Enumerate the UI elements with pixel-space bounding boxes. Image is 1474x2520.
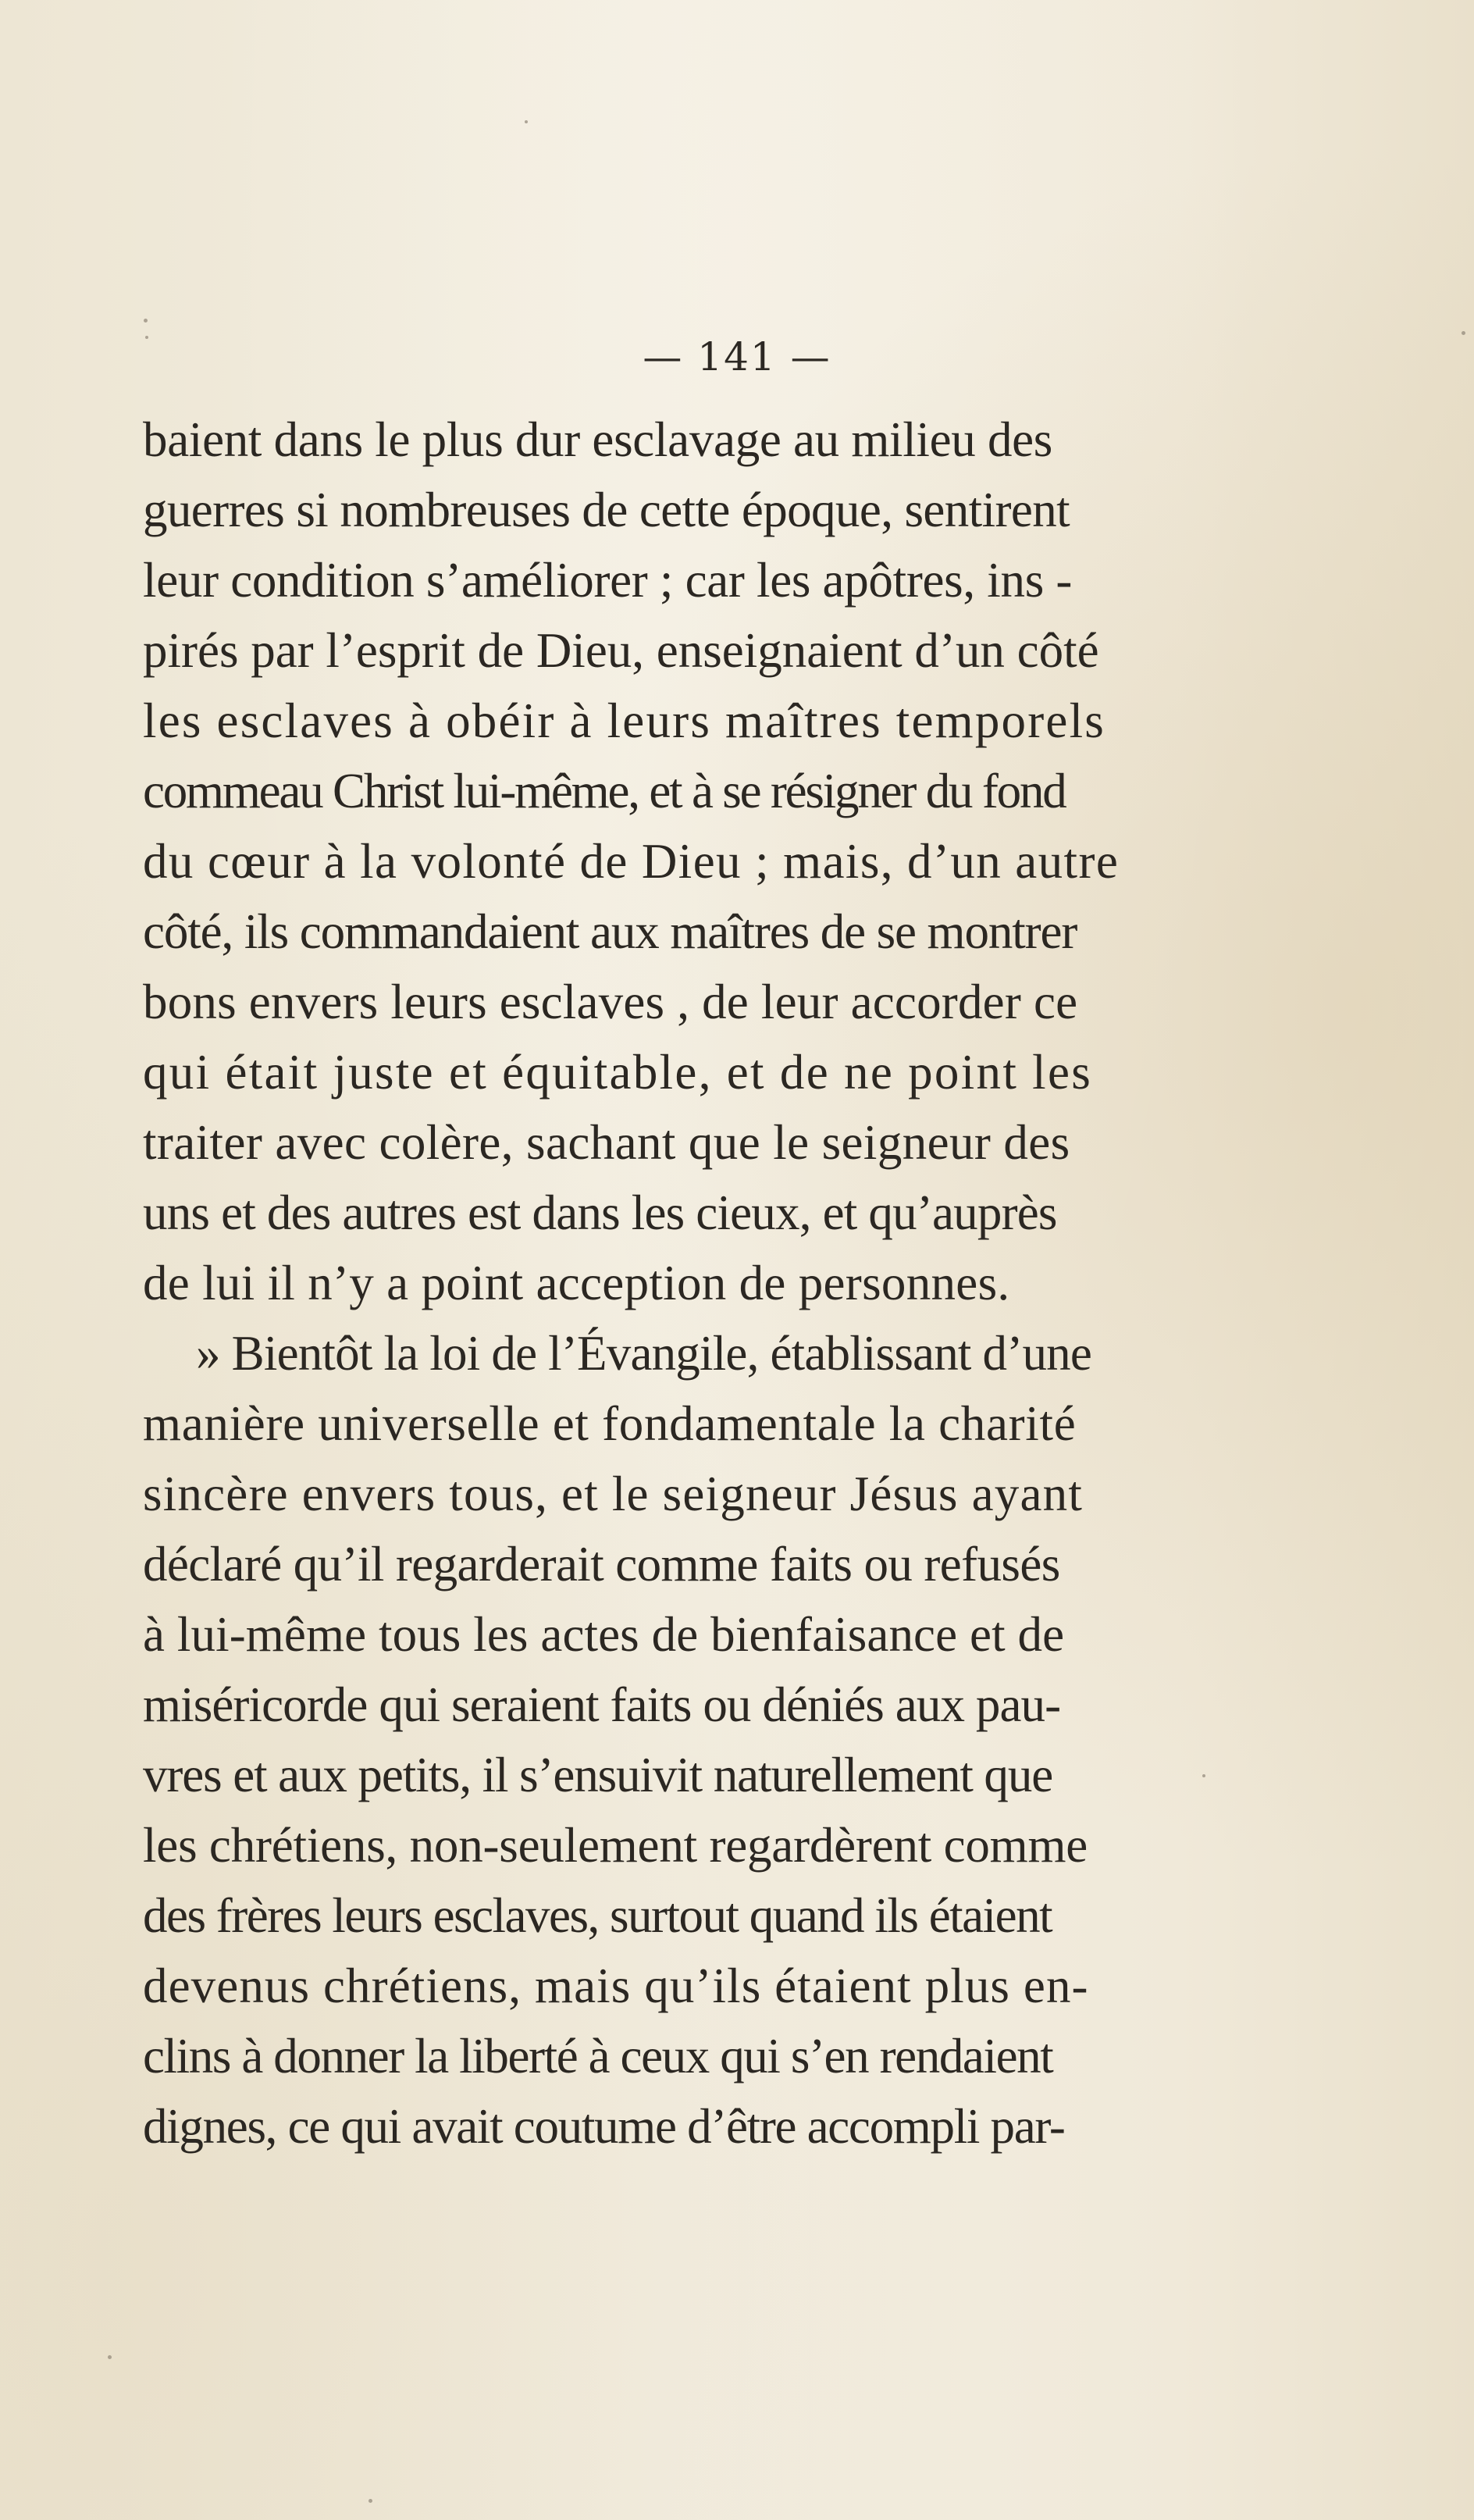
- text-line: commeau Christ lui-même, et à se résigner du fond: [143, 764, 1066, 818]
- page-number: — 141 —: [643, 334, 831, 380]
- text-line: des frères leurs esclaves, surtout quand ils étaient: [143, 1888, 1052, 1943]
- paper-speck: [525, 120, 528, 123]
- text-line: côté, ils commandaient aux maîtres de se montrer: [143, 904, 1077, 959]
- text-line: leur condition s’améliorer ; car les apôtres, ins -: [143, 553, 1073, 608]
- paper-speck: [368, 2499, 372, 2503]
- paper-speck: [108, 2355, 112, 2359]
- text-line: clins à donner la liberté à ceux qui s’en rendaient: [143, 2029, 1053, 2083]
- text-line: déclaré qu’il regarderait comme faits ou refusés: [143, 1537, 1060, 1591]
- text-line: baient dans le plus dur esclavage au milieu des: [143, 412, 1053, 467]
- text-line: vres et aux petits, il s’ensuivit naturellement que: [143, 1748, 1053, 1802]
- text-line: de lui il n’y a point acception de personnes.: [143, 1256, 1010, 1310]
- text-line: bons envers leurs esclaves , de leur accorder ce: [143, 975, 1078, 1029]
- text-line: pirés par l’esprit de Dieu, enseignaient d’un côté: [143, 623, 1099, 678]
- text-line: uns et des autres est dans les cieux, et qu’auprès: [143, 1185, 1057, 1240]
- text-line: manière universelle et fondamentale la charité: [143, 1396, 1077, 1451]
- text-line: miséricorde qui seraient faits ou déniés aux pau-: [143, 1677, 1061, 1732]
- text-line: à lui-même tous les actes de bienfaisance et de: [143, 1607, 1065, 1662]
- text-line: dignes, ce qui avait coutume d’être accompli par-: [143, 2099, 1065, 2154]
- body-text: [143, 405, 1158, 2162]
- paper-speck: [144, 319, 148, 323]
- text-line: les chrétiens, non-seulement regardèrent comme: [143, 1818, 1088, 1873]
- text-line: les esclaves à obéir à leurs maîtres temporels: [143, 693, 1106, 748]
- paper-speck: [1202, 1774, 1205, 1777]
- text-line: qui était juste et équitable, et de ne point les: [143, 1045, 1093, 1100]
- text-line: traiter avec colère, sachant que le seigneur des: [143, 1115, 1070, 1170]
- paragraph-first-line: » Bientôt la loi de l’Évangile, établissant d’une: [196, 1326, 1092, 1381]
- text-line: du cœur à la volonté de Dieu ; mais, d’un autre: [143, 834, 1120, 889]
- text-line: devenus chrétiens, mais qu’ils étaient plus en-: [143, 1959, 1089, 2013]
- text-line: sincère envers tous, et le seigneur Jésus ayant: [143, 1467, 1084, 1521]
- text-line: guerres si nombreuses de cette époque, sentirent: [143, 483, 1070, 537]
